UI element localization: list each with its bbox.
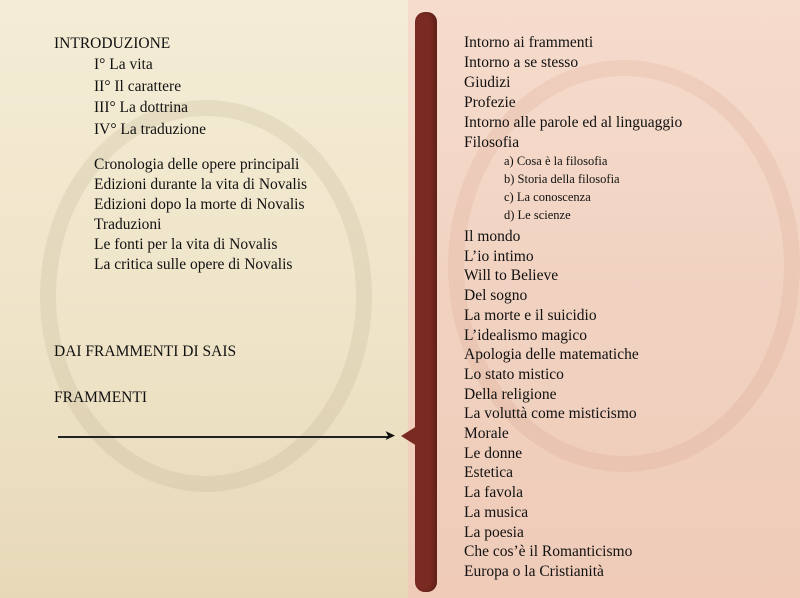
- toc-subitem: d) Le scienze: [504, 208, 571, 222]
- appendix-item: Edizioni dopo la morte di Novalis: [94, 196, 305, 213]
- toc-item: Il mondo: [464, 228, 521, 245]
- appendix-item: Edizioni durante la vita di Novalis: [94, 176, 308, 193]
- toc-item: Estetica: [464, 464, 514, 482]
- toc-item: La voluttà come misticismo: [464, 405, 637, 423]
- toc-item: Che cos’è il Romanticismo: [464, 543, 633, 561]
- appendix-item: La critica sulle opere di Novalis: [94, 256, 293, 273]
- toc-item: Le donne: [464, 444, 523, 462]
- toc-item: Will to Believe: [464, 267, 559, 285]
- bracket-tip: [401, 426, 417, 446]
- appendix-item: Cronologia delle opere principali: [94, 156, 300, 173]
- toc-item: La musica: [464, 503, 529, 521]
- toc-item: Intorno ai frammenti: [464, 34, 594, 51]
- bracket-bar: [415, 12, 437, 592]
- section-title-introduzione: INTRODUZIONE: [54, 35, 171, 52]
- toc-item: Del sogno: [464, 287, 528, 305]
- appendix-item: Traduzioni: [94, 216, 162, 233]
- toc-subitem: b) Storia della filosofia: [504, 172, 620, 186]
- toc-item: Della religione: [464, 385, 557, 403]
- toc-item: Lo stato mistico: [464, 365, 564, 383]
- appendix-item: Le fonti per la vita di Novalis: [94, 236, 278, 253]
- toc-item: Intorno alle parole ed al linguaggio: [464, 114, 683, 131]
- toc-item: Morale: [464, 425, 509, 442]
- toc-item: Apologia delle matematiche: [464, 346, 639, 364]
- section-title-frammenti-sais: DAI FRAMMENTI DI SAIS: [54, 343, 237, 360]
- arrow-head-icon: ➤: [384, 429, 396, 444]
- arrow-line: [58, 436, 388, 438]
- toc-item: L’idealismo magico: [464, 326, 587, 344]
- toc-item: La morte e il suicidio: [464, 306, 597, 324]
- intro-item: II° Il carattere: [94, 77, 182, 95]
- intro-item: I° La vita: [94, 56, 153, 73]
- toc-item: Profezie: [464, 94, 516, 111]
- toc-item: La poesia: [464, 523, 524, 541]
- toc-subitem: c) La conoscenza: [504, 190, 591, 204]
- section-title-frammenti: FRAMMENTI: [54, 389, 148, 406]
- toc-item: Intorno a se stesso: [464, 54, 579, 71]
- toc-item: Giudizi: [464, 74, 511, 91]
- intro-item: III° La dottrina: [94, 99, 188, 116]
- intro-item: IV° La traduzione: [94, 120, 207, 138]
- toc-item: La favola: [464, 484, 523, 502]
- toc-subitem: a) Cosa è la filosofia: [504, 154, 608, 168]
- toc-item: Europa o la Cristianità: [464, 562, 604, 580]
- toc-item: L’io intimo: [464, 247, 534, 265]
- toc-item: Filosofia: [464, 134, 520, 151]
